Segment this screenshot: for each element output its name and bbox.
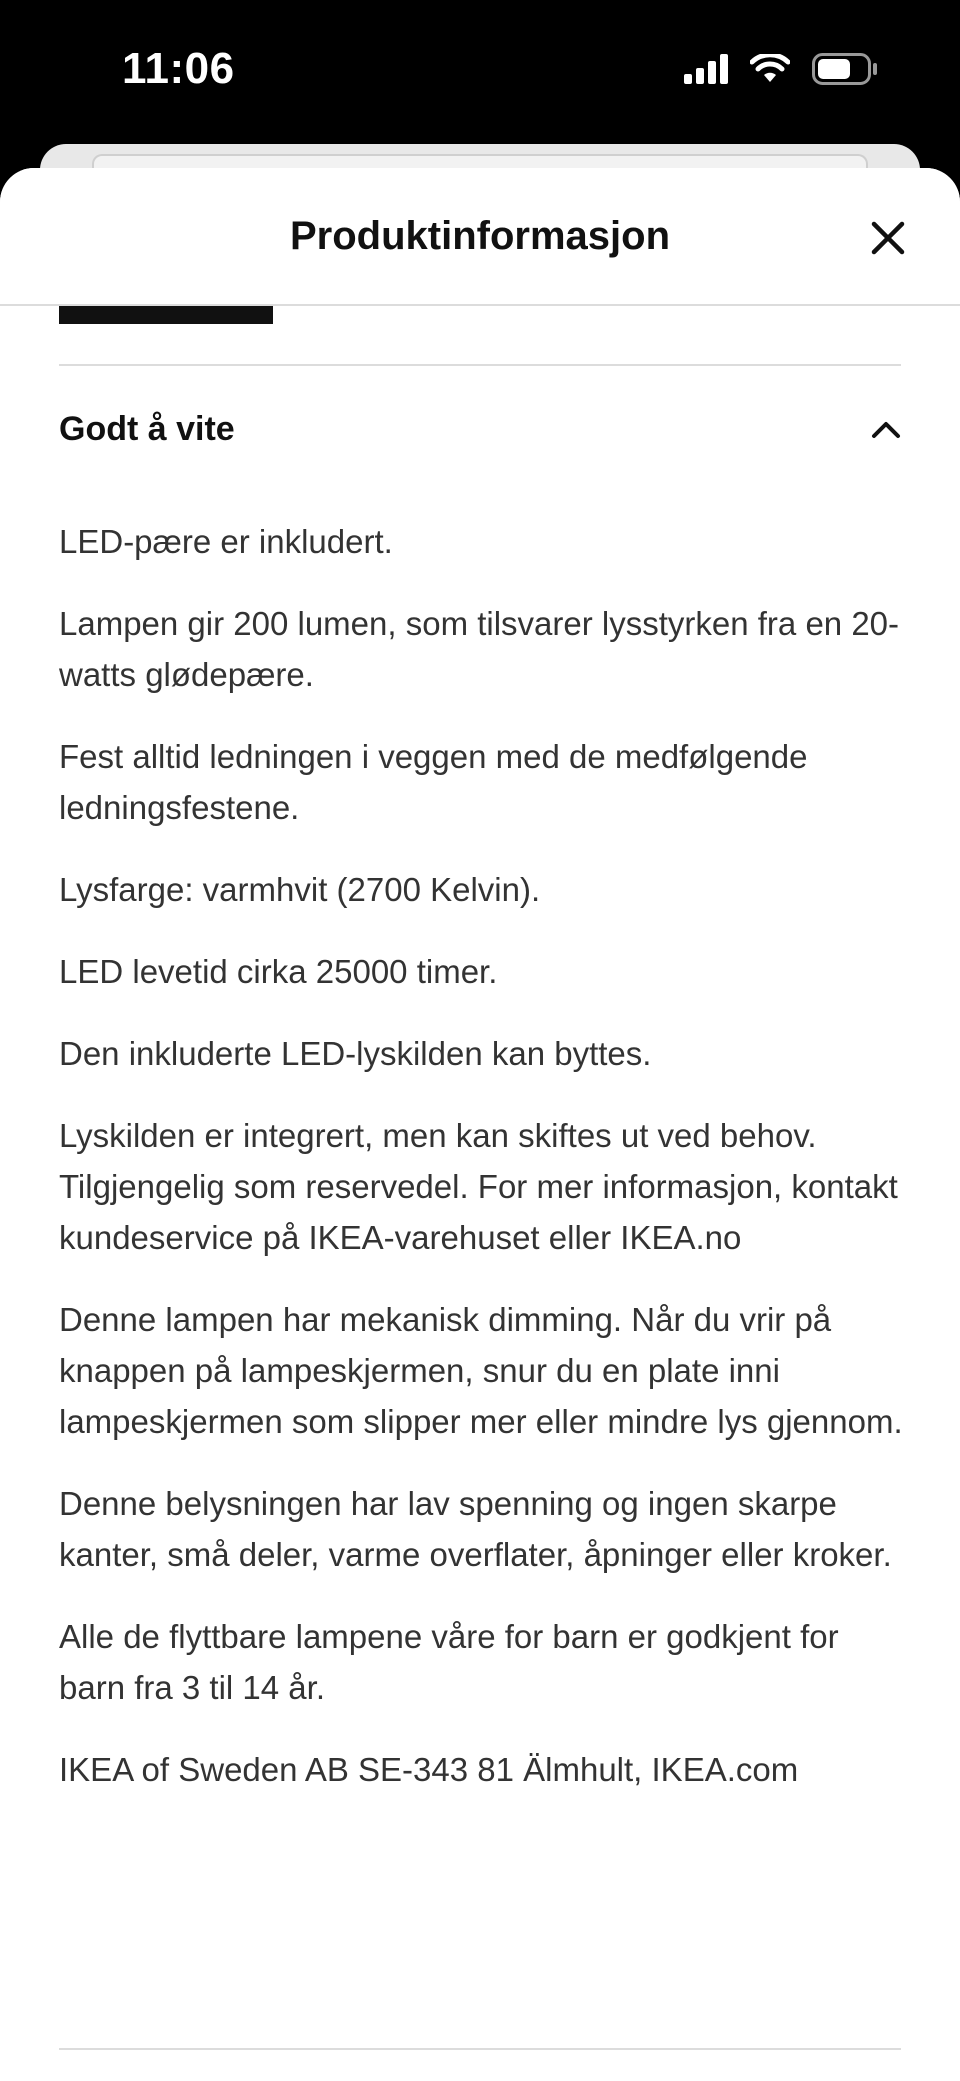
product-info-sheet bbox=[0, 168, 960, 2081]
status-time: 11:06 bbox=[122, 44, 235, 93]
info-paragraph: LED-pære er inkludert. bbox=[59, 523, 393, 560]
section-divider-bottom bbox=[59, 2048, 901, 2050]
section-divider-top bbox=[59, 364, 901, 366]
battery-icon bbox=[812, 53, 878, 85]
info-paragraph: Lysfarge: varmhvit (2700 Kelvin). bbox=[59, 871, 541, 908]
cellular-signal-icon bbox=[684, 54, 728, 84]
info-paragraph: Denne belysningen har lav spenning og ingen skarpe kanter, små deler, varme overflater, åpninger eller kroker. bbox=[59, 1485, 892, 1573]
sheet-header bbox=[0, 168, 960, 306]
info-paragraph: Lyskilden er integrert, men kan skiftes ut ved behov. Tilgjengelig som reservedel. For mer informasjon, kontakt kundeservice på IKEA-varehuset eller IKEA.no bbox=[59, 1117, 898, 1256]
accordion-content bbox=[59, 516, 909, 1826]
info-paragraph: Lampen gir 200 lumen, som tilsvarer lysstyrken fra en 20-watts glødepære. bbox=[59, 605, 900, 693]
info-paragraph: IKEA of Sweden AB SE-343 81 Älmhult, IKEA.com bbox=[59, 1751, 799, 1788]
info-paragraph: Fest alltid ledningen i veggen med de medfølgende ledningsfestene. bbox=[59, 738, 808, 826]
article-number-badge bbox=[59, 304, 273, 324]
status-icons bbox=[684, 52, 878, 86]
info-paragraph: LED levetid cirka 25000 timer. bbox=[59, 953, 498, 990]
chevron-up-icon bbox=[871, 419, 901, 439]
info-paragraph: Alle de flyttbare lampene våre for barn er godkjent for barn fra 3 til 14 år. bbox=[59, 1618, 839, 1706]
close-button[interactable] bbox=[856, 206, 920, 270]
sheet-title: Produktinformasjon bbox=[289, 214, 671, 258]
wifi-icon bbox=[750, 54, 790, 84]
accordion-header-good-to-know[interactable] bbox=[59, 401, 901, 457]
status-bar bbox=[0, 0, 960, 140]
info-paragraph: Den inkluderte LED-lyskilden kan byttes. bbox=[59, 1035, 652, 1072]
accordion-title: Godt å vite bbox=[59, 409, 235, 448]
close-icon bbox=[870, 220, 906, 256]
info-paragraph: Denne lampen har mekanisk dimming. Når du vrir på knappen på lampeskjermen, snur du en plate inni lampeskjermen som slipper mer eller mindre lys gjennom. bbox=[59, 1301, 903, 1440]
